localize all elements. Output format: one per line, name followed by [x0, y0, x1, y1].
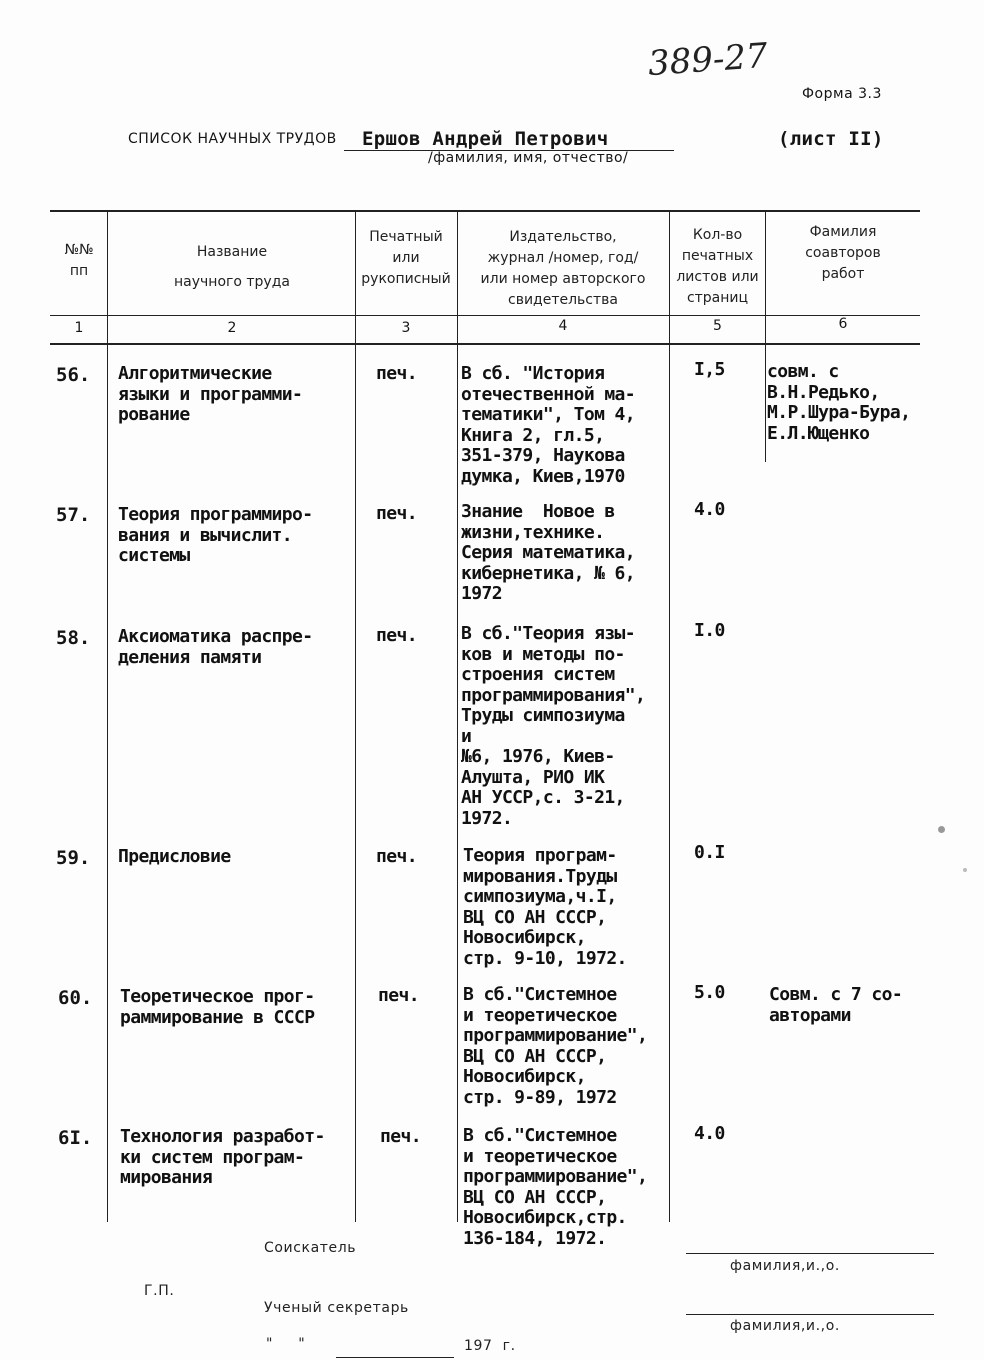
row-56-number: 56. [56, 364, 91, 386]
stamp-initials: Г.П. [144, 1283, 175, 1299]
column-number-2: 2 [227, 320, 237, 336]
header-col-title: Название научного труда [174, 244, 290, 290]
col-divider-1 [107, 212, 108, 1222]
applicant-label: Соискатель [264, 1240, 357, 1256]
header-col-volume: Кол-во печатных листов или страниц [676, 227, 759, 306]
col-divider-2 [355, 212, 356, 1222]
header-col-number: №№ пп [64, 242, 94, 279]
row-58-title: Аксиоматика распре- деления памяти [118, 626, 313, 668]
row-60-publication: В сб."Системное и теоретическое программирование", ВЦ СО АН СССР, Новосибирск, стр. 9-89, 1972 [463, 984, 648, 1108]
row-60-number: 60. [58, 987, 93, 1009]
row-57-number: 57. [56, 504, 91, 526]
secretary-signature-line [686, 1314, 934, 1315]
col-divider-5 [765, 212, 766, 462]
secretary-signature-caption: фамилия,и.,о. [730, 1318, 840, 1334]
row-57-volume: 4.0 [694, 499, 725, 520]
author-name: Ершов Андрей Петрович [362, 128, 609, 150]
form-label: Форма 3.3 [802, 86, 882, 102]
row-58-publication: В сб."Теория язы- ков и методы по- строения систем программирования", Труды симпозиума и №6, 1976, Киев- Алушта, РИО ИК АН УССР,с. 3-21, 1972. [461, 623, 646, 829]
sheet-label: (лист II) [778, 128, 884, 150]
date-year: 197 г. [464, 1338, 516, 1354]
row-56-coauthors: совм. с В.Н.Редько, М.Р.Шура-Бура, Е.Л.Ющенко [767, 361, 911, 444]
scan-speck [963, 868, 967, 872]
row-60-coauthors: Совм. с 7 со- авторами [769, 984, 903, 1026]
column-number-5: 5 [713, 318, 722, 334]
list-title: СПИСОК НАУЧНЫХ ТРУДОВ [128, 131, 337, 147]
row-60-type: печ. [378, 985, 419, 1006]
row-59-number: 59. [56, 847, 91, 869]
row-59-title: Предисловие [118, 846, 231, 867]
row-61-publication: В сб."Системное и теоретическое программирование", ВЦ СО АН СССР, Новосибирск,стр. 136-184, 1972. [463, 1125, 648, 1249]
column-number-4: 4 [558, 318, 568, 334]
row-61-title: Технология разработ- ки систем програм- мирования [120, 1126, 325, 1188]
row-56-title: Алгоритмические языки и программи- рование [118, 363, 303, 425]
row-59-type: печ. [376, 846, 417, 867]
row-58-type: печ. [376, 625, 417, 646]
row-60-volume: 5.0 [694, 982, 725, 1003]
row-57-publication: Знание Новое в жизни,технике. Серия математика, кибернетика, № 6, 1972 [461, 501, 636, 604]
column-number-1: 1 [74, 320, 84, 336]
applicant-signature-line [686, 1253, 934, 1254]
col-divider-3 [457, 212, 458, 1222]
row-56-publication: В сб. "История отечественной ма- тематики", Том 4, Книга 2, гл.5, 351-379, Наукова думка, Киев,1970 [461, 363, 636, 487]
row-59-publication: Теория програм- мирования.Труды симпозиума,ч.I, ВЦ СО АН СССР, Новосибирск, стр. 9-10, 1972. [463, 845, 627, 969]
header-col-coauthors: Фамилия соавторов работ [805, 224, 881, 282]
name-caption: /фамилия, имя, отчество/ [428, 150, 629, 166]
archive-handwritten-mark: 389-27 [646, 35, 769, 85]
applicant-signature-caption: фамилия,и.,о. [730, 1258, 840, 1274]
date-quotes: " " [266, 1336, 306, 1352]
table-top-border [50, 210, 920, 212]
row-60-title: Теоретическое прог- раммирование в СССР [120, 986, 315, 1028]
row-56-type: печ. [376, 363, 417, 384]
row-58-volume: I.0 [694, 620, 725, 641]
column-number-3: 3 [401, 320, 411, 336]
header-col-type: Печатный или рукописный [361, 229, 451, 287]
row-56-volume: I,5 [694, 359, 725, 380]
date-line [336, 1357, 454, 1358]
row-61-number: 6I. [58, 1127, 93, 1149]
row-61-type: печ. [380, 1126, 421, 1147]
row-58-number: 58. [56, 627, 91, 649]
row-57-title: Теория программиро- вания и вычислит. системы [118, 504, 313, 566]
col-divider-4 [669, 212, 670, 1222]
row-61-volume: 4.0 [694, 1123, 725, 1144]
row-57-type: печ. [376, 503, 417, 524]
scan-speck [938, 826, 945, 833]
header-col-publication: Издательство, журнал /номер, год/ или номер авторского свидетельства [480, 229, 646, 308]
secretary-label: Ученый секретарь [264, 1300, 409, 1316]
column-number-6: 6 [838, 316, 848, 332]
number-row-divider [50, 343, 920, 345]
row-59-volume: 0.I [694, 842, 725, 863]
